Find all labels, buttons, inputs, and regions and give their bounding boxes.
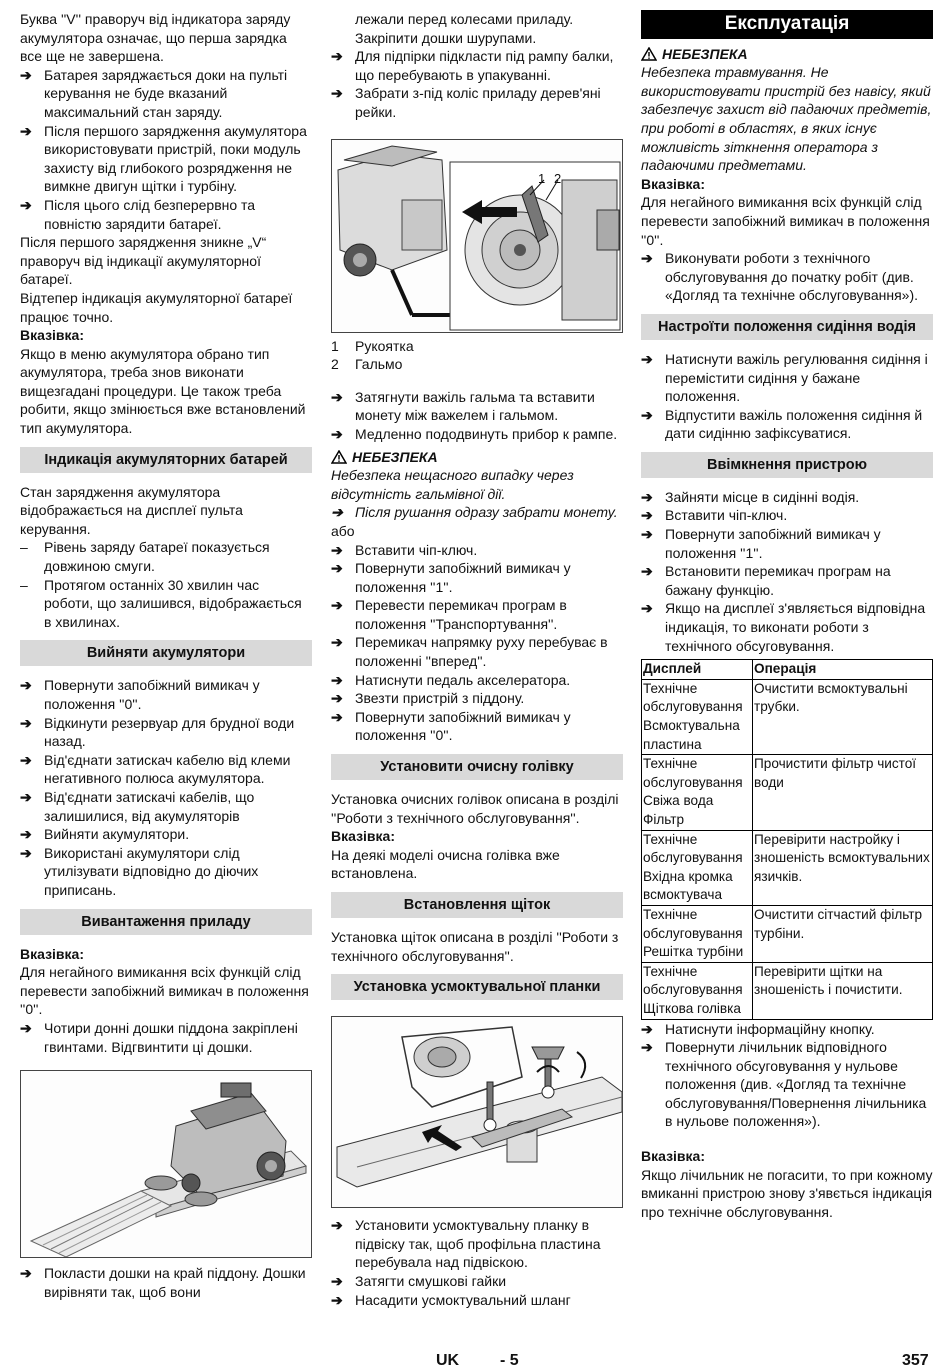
list-item: – Протягом останніх 30 хвилин час роботи, що залишився, відображається в хвилинах.	[20, 576, 302, 630]
list-item: ➔ Натиснути важіль регулювання сидіння і перемістити сидіння у бажане положення.	[641, 350, 928, 405]
arrow-icon: ➔	[641, 600, 653, 617]
operation-cell: Прочистити фільтр чистої води	[753, 755, 933, 830]
list-item: ➔ Повернути запобіжний вимикач у положення ''0''.	[20, 677, 260, 712]
legend-item: 1 Рукоятка	[331, 337, 414, 354]
arrow-icon: ➔	[331, 597, 343, 614]
figure-label-2: 2	[554, 170, 562, 186]
display-cell: Технічне обслуговування Щіткова голівка	[642, 962, 753, 1019]
arrow-icon: ➔	[331, 1291, 343, 1308]
list-item: ➔ Перевести перемикач програм в положення ''Транспортування''.	[331, 597, 567, 632]
arrow-icon: ➔	[331, 48, 343, 65]
arrow-icon: ➔	[20, 122, 32, 139]
warning-icon	[641, 47, 657, 61]
step-list	[20, 66, 312, 233]
arrow-icon: ➔	[20, 788, 32, 805]
list-item: ➔ Для підпірки підкласти під рампу балки, що перебувають в упакуванні.	[331, 48, 614, 83]
column-1	[20, 10, 312, 1301]
paragraph: Якщо в меню акумулятора обрано тип акумулятора, треба знов виконати вищезгадані процедури. Це також треба робити, якщо змінюється вже встановлений тип акумулятора.	[20, 345, 306, 437]
operation-cell: Перевірити щітки на зношеність і почистити.	[753, 962, 933, 1019]
list-item: ➔ Натиснути інформаційну кнопку.	[641, 1020, 875, 1037]
display-cell: Технічне обслуговування Свіжа вода Фільтр	[642, 755, 753, 830]
list-item: ➔ Вставити чіп-ключ.	[641, 507, 788, 524]
dash-icon: –	[20, 576, 28, 593]
arrow-icon: ➔	[331, 504, 343, 521]
list-item: ➔ Затягти смушкові гайки	[331, 1272, 507, 1289]
list-item: ➔ Після рушання одразу забрати монету.	[331, 504, 618, 521]
arrow-icon: ➔	[641, 1020, 653, 1037]
arrow-icon: ➔	[331, 85, 343, 102]
arrow-icon: ➔	[641, 563, 653, 580]
section-heading: Настроїти положення сидіння водія	[641, 314, 933, 340]
list-item: ➔ Від'єднати затискачі кабелів, що залишилися, від акумуляторів	[20, 788, 255, 824]
arrow-icon: ➔	[331, 388, 343, 405]
arrow-icon: ➔	[641, 488, 653, 505]
table-row	[642, 755, 933, 830]
table-row	[642, 679, 933, 754]
list-item: ➔ Затягнути важіль гальма та вставити монету між важелем і гальмом.	[331, 388, 595, 424]
list-item: ➔ Установити усмоктувальну планку в підвіску так, щоб профільна пластина перебувала над підвіскою.	[331, 1217, 601, 1271]
table-header-cell: Дисплей	[642, 660, 753, 680]
list-item: ➔ Після першого зарядження акумулятора використовувати пристрій, поки модуль захисту від глибокого розрядження не вимкне двигун щітки і турбіну.	[20, 122, 307, 195]
squeegee-installation-illustration	[331, 1016, 623, 1208]
figure-legend	[331, 337, 623, 374]
list-item: – Рівень заряду батареї показується довжиною смуги.	[20, 539, 270, 575]
arrow-icon: ➔	[20, 714, 32, 731]
list-item: ➔ Покласти дошки на край піддону. Дошки вирівняти так, щоб вони	[20, 1265, 306, 1300]
operation-cell: Перевірити настройку і зношеність всмоктувальних язичків.	[753, 830, 933, 905]
brake-handle-illustration	[331, 139, 623, 333]
list-item: ➔ Відкинути резервуар для брудної води назад.	[20, 714, 295, 750]
section-heading: Встановлення щіток	[331, 892, 623, 918]
arrow-icon: ➔	[641, 507, 653, 524]
step-list	[641, 488, 933, 655]
list-item: ➔ Перемикач напрямку руху перебуває в положенні ''вперед''.	[331, 634, 608, 670]
paragraph: Установка очисних голівок описана в розділі ''Роботи з технічного обслуговування''.	[331, 791, 619, 826]
figure-label-1: 1	[538, 170, 546, 186]
danger-text: Небезпека травмування. Не використовувати пристрій без навісу, який забезпечує захист від падаючих предметів, при роботі в областях, в яких існує можливість зіткнення оператора з падаючими предметами.	[641, 64, 932, 174]
section-heading: Установити очисну голівку	[331, 754, 623, 780]
legend-item: 2 Гальмо	[331, 356, 403, 373]
footer-language: UK	[436, 1352, 460, 1369]
arrow-icon: ➔	[331, 1217, 343, 1234]
paragraph: На деякі моделі очисна голівка вже встановлена.	[331, 846, 560, 882]
display-cell: Технічне обслуговування Вхідна кромка всмоктувача	[642, 830, 753, 905]
danger-heading: НЕБЕЗПЕКА	[641, 45, 933, 64]
display-cell: Технічне обслуговування Всмоктувальна пластина	[642, 679, 753, 754]
operation-cell: Очистити сітчастий фільтр турбіни.	[753, 905, 933, 962]
section-heading: Індикація акумуляторних батарей	[20, 447, 312, 473]
column-2	[331, 10, 623, 1309]
list-item: ➔ Повернути запобіжний вимикач у положення ''1''.	[641, 526, 881, 561]
paragraph: лежали перед колесами приладу. Закріпити дошки шурупами.	[355, 11, 574, 46]
note-label: Вказівка:	[641, 175, 705, 192]
arrow-icon: ➔	[20, 677, 32, 694]
table-row	[642, 905, 933, 962]
arrow-icon: ➔	[331, 1272, 343, 1289]
list-item: ➔ Чотири донні дошки піддона закріплені гвинтами. Відгвинтити ці дошки.	[20, 1019, 298, 1055]
paragraph: Стан зарядження акумулятора відображається на дисплеї пульта керування.	[20, 483, 243, 537]
paragraph: Для негайного вимикання всіх функцій слід перевести запобіжний вимикач в положення ''0''.	[20, 964, 309, 1018]
arrow-icon: ➔	[331, 690, 343, 707]
arrow-icon: ➔	[331, 708, 343, 725]
footer-page-number: 357	[902, 1352, 929, 1369]
list-item: ➔ Повернути запобіжний вимикач у положення ''1''.	[331, 560, 571, 595]
table-row	[642, 830, 933, 905]
danger-text: Небезпека нещасного випадку через відсутність гальмівної дії.	[331, 467, 574, 502]
list-item: ➔ Встановити перемикач програм на бажану функцію.	[641, 563, 891, 598]
danger-heading: НЕБЕЗПЕКА	[331, 448, 623, 467]
section-heading: Вийняти акумулятори	[20, 640, 312, 666]
list-item: ➔ Від'єднати затискач кабелю від клеми негативного полюса акумулятора.	[20, 751, 291, 787]
section-heading: Ввімкнення пристрою	[641, 452, 933, 478]
list-item: ➔ Повернути запобіжний вимикач у положення ''0''.	[331, 708, 571, 744]
table-header-row	[642, 660, 933, 680]
arrow-icon: ➔	[331, 560, 343, 577]
arrow-icon: ➔	[20, 844, 32, 861]
table-row	[642, 962, 933, 1019]
list-item: ➔ Забрати з-під коліс приладу дерев'яні рейки.	[331, 85, 601, 120]
list-item: ➔ Зайняти місце в сидінні водія.	[641, 488, 860, 505]
note-label: Вказівка:	[641, 1148, 705, 1165]
arrow-icon: ➔	[20, 751, 32, 768]
paragraph: Установка щіток описана в розділі ''Роботи з технічного обслуговування''.	[331, 929, 619, 964]
list-item: ➔ Повернути лічильник відповідного технічного обсуговування у нульове положення (див. «Догляд та технічне обслуговування/Повернення лічильника в нульове положення»).	[641, 1039, 927, 1130]
arrow-icon: ➔	[641, 526, 653, 543]
dash-icon: –	[20, 539, 28, 556]
paragraph: Відтепер індикація акумуляторної батареї працює точно.	[20, 289, 293, 325]
note-label: Вказівка:	[20, 327, 84, 344]
arrow-icon: ➔	[20, 1265, 32, 1282]
arrow-icon: ➔	[641, 250, 653, 267]
footer-page-small: - 5	[500, 1352, 519, 1369]
section-heading: Установка усмоктувальної планки	[331, 974, 623, 1000]
arrow-icon: ➔	[20, 826, 32, 843]
list-item: ➔ Звезти пристрій з піддону.	[331, 690, 525, 707]
operation-cell: Очистити всмоктувальні трубки.	[753, 679, 933, 754]
note-label: Вказівка:	[331, 828, 395, 845]
paragraph: або	[331, 522, 355, 539]
note-label: Вказівка:	[20, 945, 84, 962]
step-list	[20, 676, 312, 899]
arrow-icon: ➔	[331, 541, 343, 558]
list-item: ➔ Якщо на дисплеї з'являється відповідна індикація, то виконати роботи з технічного обсуговування.	[641, 600, 926, 654]
arrow-icon: ➔	[331, 671, 343, 688]
chapter-title: Експлуатація	[641, 10, 933, 39]
arrow-icon: ➔	[20, 1019, 32, 1036]
list-item: ➔ Натиснути педаль акселератора.	[331, 671, 571, 688]
section-heading: Вивантаження приладу	[20, 909, 312, 935]
paragraph: Для негайного вимикання всіх функцій слід перевести запобіжний вимикач в положення ''0''.	[641, 194, 930, 248]
maintenance-table	[641, 659, 933, 1019]
list-item: ➔ Вставити чіп-ключ.	[331, 541, 478, 558]
display-cell: Технічне обслуговування Решітка турбіни	[642, 905, 753, 962]
paragraph: Якщо лічильник не погасити, то при кожному вмиканні пристрою знову з'явється індикація про технічне обслуговування.	[641, 1166, 933, 1220]
pallet-ramp-illustration	[20, 1070, 312, 1258]
list-item: ➔ Медленно пододвинуть прибор к рампе.	[331, 425, 618, 442]
warning-icon	[331, 450, 347, 464]
arrow-icon: ➔	[641, 350, 653, 367]
step-list	[331, 541, 623, 746]
arrow-icon: ➔	[641, 406, 653, 423]
column-3	[641, 10, 933, 1221]
list-item: ➔ Після цього слід безперервно та повністю зарядити батареї.	[20, 196, 256, 232]
paragraph: Після першого зарядження зникне „V“ праворуч від індикації акумуляторної батареї.	[20, 234, 267, 288]
arrow-icon: ➔	[331, 634, 343, 651]
list-item: ➔ Насадити усмоктувальний шланг	[331, 1291, 571, 1308]
list-item: ➔ Відпустити важіль положення сидіння й дати сидінню зафіксуватися.	[641, 406, 923, 442]
arrow-icon: ➔	[641, 1039, 653, 1056]
list-item: ➔ Вийняти акумулятори.	[20, 826, 190, 843]
list-item: ➔ Виконувати роботи з технічного обслуговування до початку робіт (див. «Догляд та технічне обслуговування»).	[641, 250, 919, 304]
arrow-icon: ➔	[20, 196, 32, 213]
arrow-icon: ➔	[20, 66, 32, 83]
paragraph: Буква ''V'' праворуч від індикатора заряду акумулятора означає, що перша зарядка все ще не завершена.	[20, 11, 291, 65]
table-header-cell: Операція	[753, 660, 933, 680]
list-item: ➔ Батарея заряджається доки на пульті керування не буде вказаний максимальний стан заряду.	[20, 66, 288, 120]
list-item: ➔ Використані акумулятори слід утилізувати відповідно до діючих приписань.	[20, 844, 259, 898]
arrow-icon: ➔	[331, 425, 343, 442]
